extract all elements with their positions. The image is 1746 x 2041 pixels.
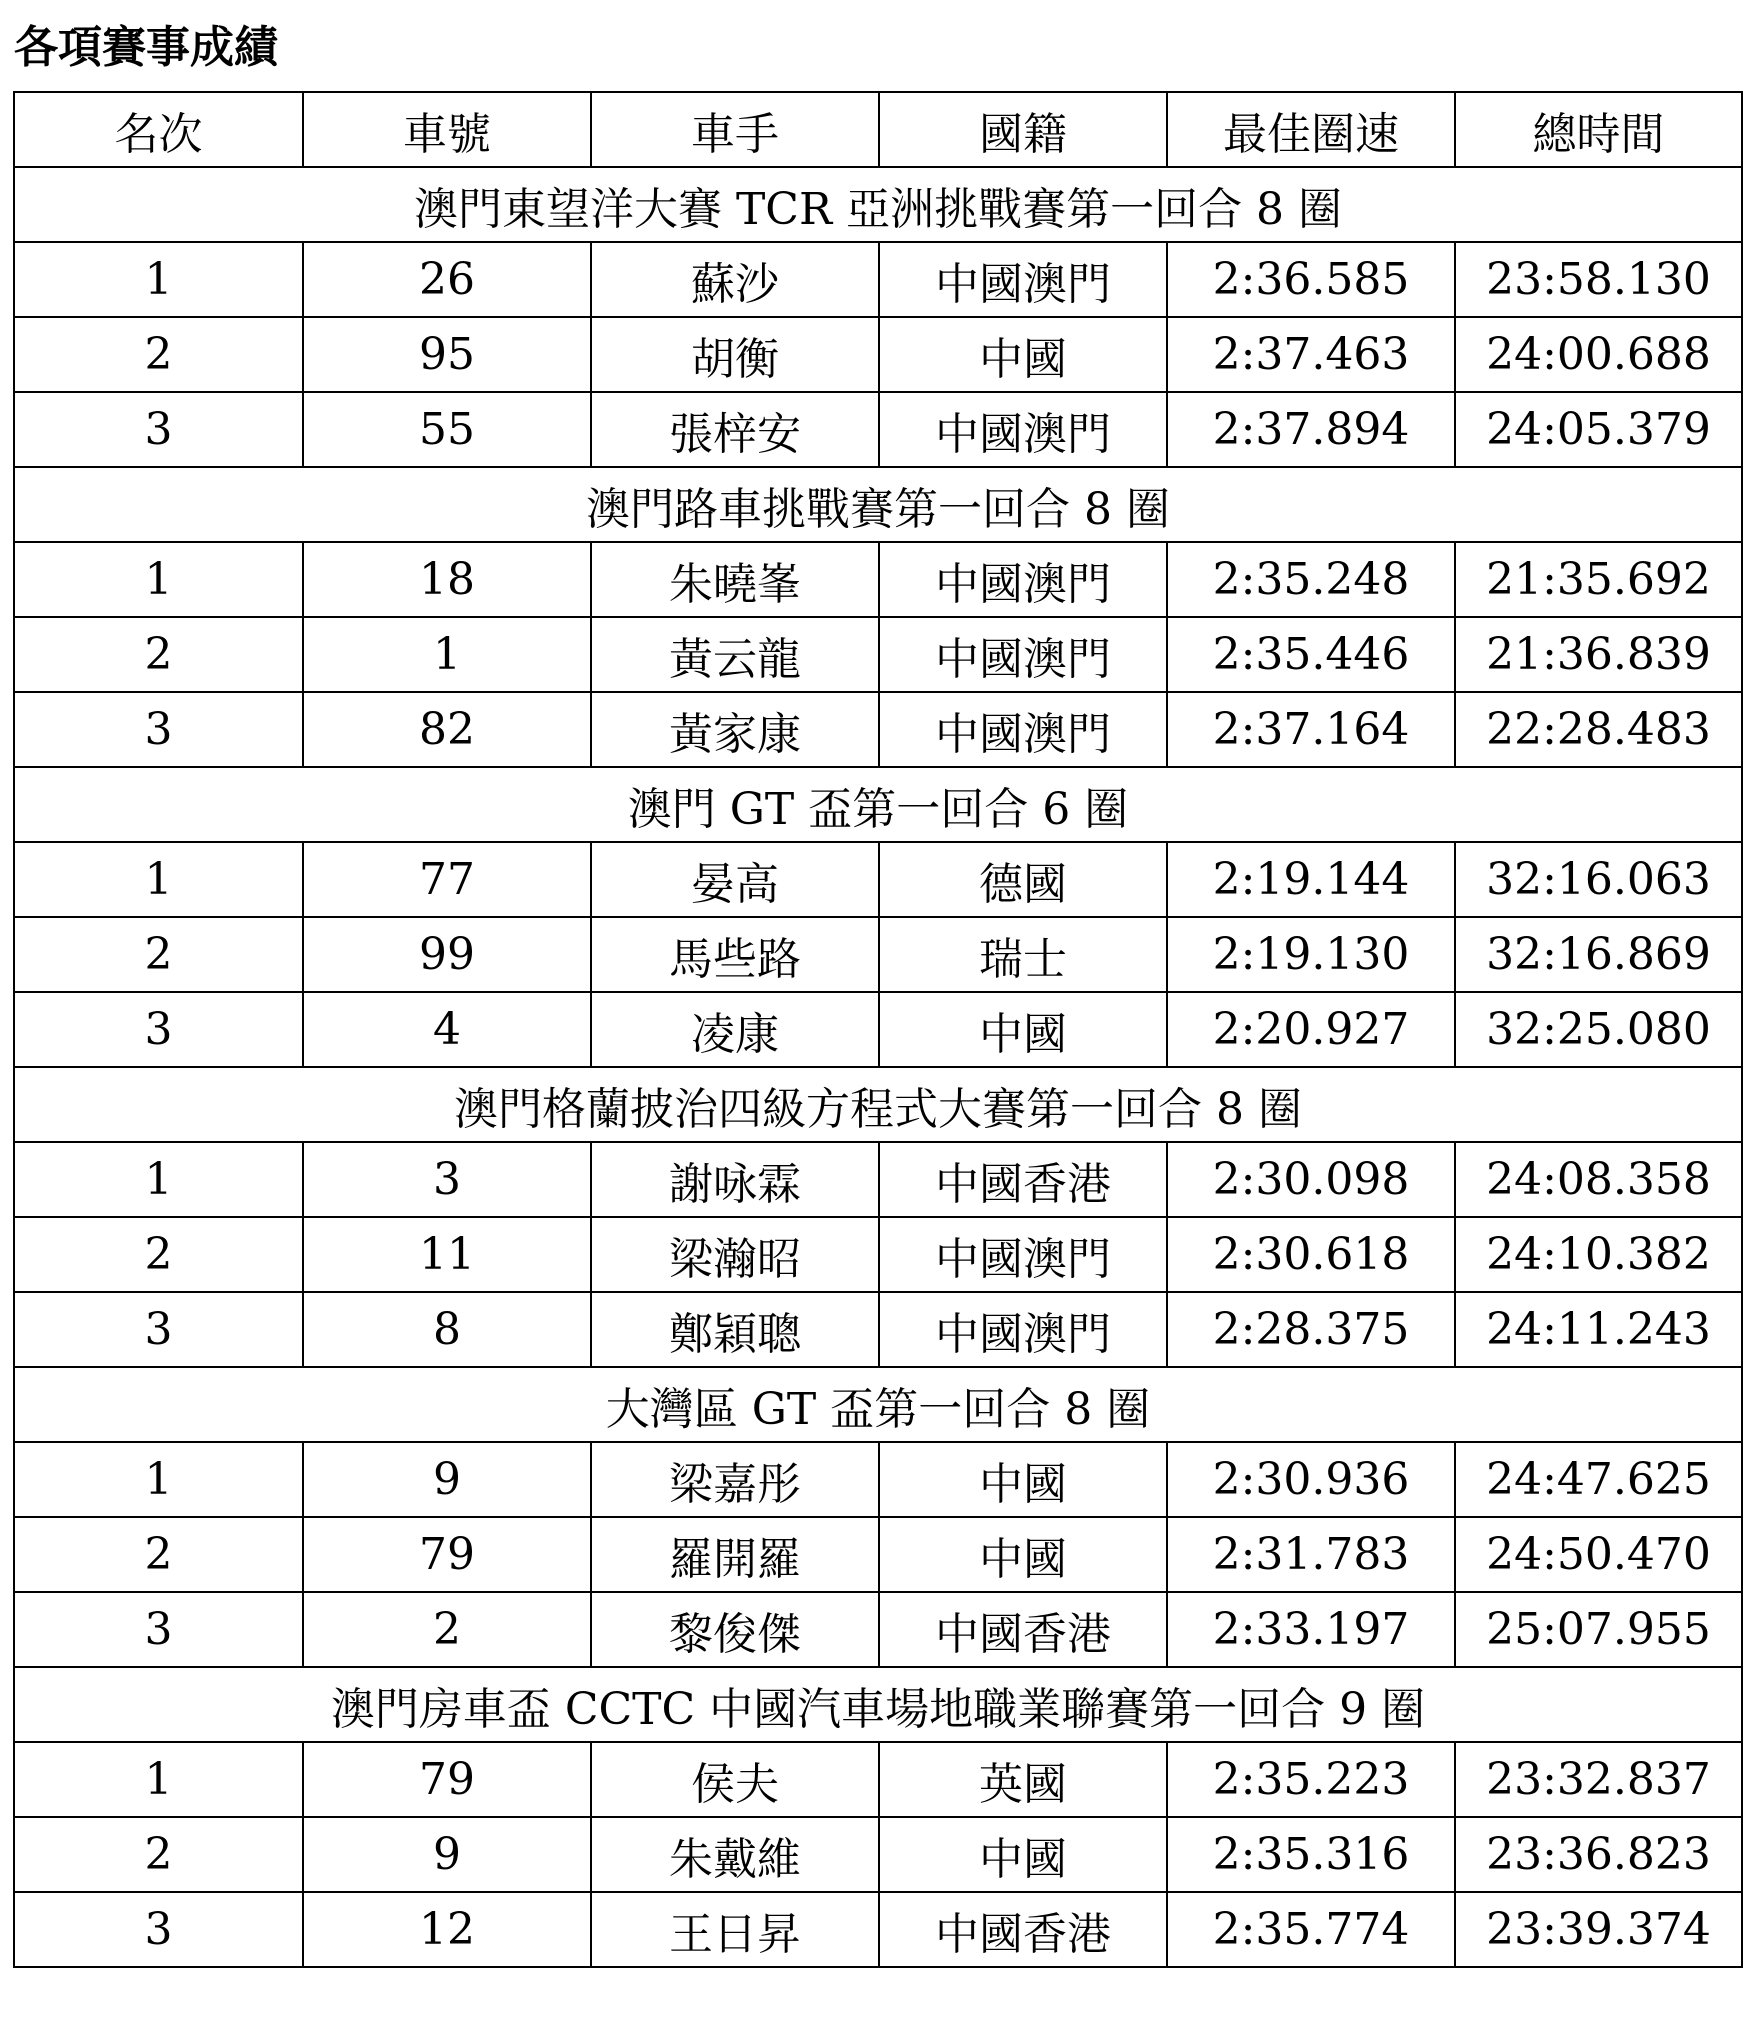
cell-driver: 凌康 <box>591 992 879 1067</box>
cell-nationality: 中國澳門 <box>879 692 1167 767</box>
table-row <box>14 992 1742 1067</box>
cell-total-time: 32:16.869 <box>1455 917 1742 992</box>
table-row <box>14 617 1742 692</box>
cell-total-time: 22:28.483 <box>1455 692 1742 767</box>
cell-car-number: 26 <box>303 242 591 317</box>
cell-best-lap: 2:30.618 <box>1167 1217 1455 1292</box>
cell-car-number: 9 <box>303 1442 591 1517</box>
cell-total-time: 24:10.382 <box>1455 1217 1742 1292</box>
header-total-time: 總時間 <box>1455 92 1742 167</box>
cell-car-number: 1 <box>303 617 591 692</box>
table-row <box>14 692 1742 767</box>
cell-nationality: 中國澳門 <box>879 242 1167 317</box>
cell-nationality: 中國香港 <box>879 1592 1167 1667</box>
table-row <box>14 1292 1742 1367</box>
cell-nationality: 中國 <box>879 1442 1167 1517</box>
cell-best-lap: 2:36.585 <box>1167 242 1455 317</box>
section-row <box>14 767 1742 842</box>
document-title: 各項賽事成績 <box>14 22 278 73</box>
cell-best-lap: 2:35.223 <box>1167 1742 1455 1817</box>
cell-car-number: 9 <box>303 1817 591 1892</box>
header-row <box>14 92 1742 167</box>
cell-driver: 朱戴維 <box>591 1817 879 1892</box>
cell-driver: 蘇沙 <box>591 242 879 317</box>
cell-total-time: 23:32.837 <box>1455 1742 1742 1817</box>
cell-nationality: 中國澳門 <box>879 617 1167 692</box>
cell-total-time: 21:36.839 <box>1455 617 1742 692</box>
cell-car-number: 18 <box>303 542 591 617</box>
cell-rank: 3 <box>14 392 303 467</box>
cell-nationality: 瑞士 <box>879 917 1167 992</box>
table-row <box>14 917 1742 992</box>
cell-nationality: 德國 <box>879 842 1167 917</box>
cell-rank: 2 <box>14 617 303 692</box>
cell-nationality: 中國澳門 <box>879 392 1167 467</box>
cell-car-number: 8 <box>303 1292 591 1367</box>
cell-car-number: 99 <box>303 917 591 992</box>
cell-best-lap: 2:33.197 <box>1167 1592 1455 1667</box>
cell-rank: 3 <box>14 1292 303 1367</box>
cell-total-time: 25:07.955 <box>1455 1592 1742 1667</box>
cell-rank: 1 <box>14 1142 303 1217</box>
cell-car-number: 79 <box>303 1517 591 1592</box>
cell-nationality: 中國 <box>879 992 1167 1067</box>
table-row <box>14 1892 1742 1967</box>
cell-driver: 羅開羅 <box>591 1517 879 1592</box>
cell-best-lap: 2:35.774 <box>1167 1892 1455 1967</box>
cell-driver: 馬些路 <box>591 917 879 992</box>
table-row <box>14 242 1742 317</box>
cell-total-time: 24:05.379 <box>1455 392 1742 467</box>
cell-driver: 侯夫 <box>591 1742 879 1817</box>
cell-best-lap: 2:35.248 <box>1167 542 1455 617</box>
table-row <box>14 1517 1742 1592</box>
cell-rank: 1 <box>14 1442 303 1517</box>
cell-nationality: 中國 <box>879 317 1167 392</box>
table-row <box>14 392 1742 467</box>
header-nationality: 國籍 <box>879 92 1167 167</box>
table-body <box>14 167 1742 1967</box>
cell-best-lap: 2:28.375 <box>1167 1292 1455 1367</box>
cell-driver: 梁嘉彤 <box>591 1442 879 1517</box>
cell-driver: 王日昇 <box>591 1892 879 1967</box>
cell-best-lap: 2:30.936 <box>1167 1442 1455 1517</box>
cell-car-number: 79 <box>303 1742 591 1817</box>
cell-total-time: 24:08.358 <box>1455 1142 1742 1217</box>
section-title: 澳門東望洋大賽 TCR 亞洲挑戰賽第一回合 8 圈 <box>14 167 1742 242</box>
section-title: 澳門房車盃 CCTC 中國汽車場地職業聯賽第一回合 9 圈 <box>14 1667 1742 1742</box>
cell-rank: 3 <box>14 692 303 767</box>
cell-driver: 謝咏霖 <box>591 1142 879 1217</box>
section-title: 大灣區 GT 盃第一回合 8 圈 <box>14 1367 1742 1442</box>
cell-driver: 胡衡 <box>591 317 879 392</box>
section-row <box>14 1667 1742 1742</box>
cell-car-number: 3 <box>303 1142 591 1217</box>
cell-driver: 黎俊傑 <box>591 1592 879 1667</box>
section-row <box>14 1367 1742 1442</box>
cell-rank: 2 <box>14 1517 303 1592</box>
table-header <box>14 92 1742 167</box>
cell-nationality: 中國澳門 <box>879 1292 1167 1367</box>
cell-rank: 1 <box>14 842 303 917</box>
table-row <box>14 317 1742 392</box>
cell-nationality: 中國 <box>879 1517 1167 1592</box>
cell-rank: 1 <box>14 242 303 317</box>
cell-total-time: 24:11.243 <box>1455 1292 1742 1367</box>
cell-car-number: 4 <box>303 992 591 1067</box>
cell-best-lap: 2:37.463 <box>1167 317 1455 392</box>
section-title: 澳門路車挑戰賽第一回合 8 圈 <box>14 467 1742 542</box>
cell-nationality: 中國澳門 <box>879 1217 1167 1292</box>
section-row <box>14 467 1742 542</box>
race-results-table <box>13 91 1743 1968</box>
cell-rank: 2 <box>14 1217 303 1292</box>
cell-driver: 黃云龍 <box>591 617 879 692</box>
table-row <box>14 1442 1742 1517</box>
cell-car-number: 82 <box>303 692 591 767</box>
cell-rank: 2 <box>14 1817 303 1892</box>
header-car-number: 車號 <box>303 92 591 167</box>
cell-car-number: 95 <box>303 317 591 392</box>
cell-best-lap: 2:35.316 <box>1167 1817 1455 1892</box>
cell-best-lap: 2:19.144 <box>1167 842 1455 917</box>
header-rank: 名次 <box>14 92 303 167</box>
cell-nationality: 中國香港 <box>879 1892 1167 1967</box>
cell-car-number: 77 <box>303 842 591 917</box>
header-driver: 車手 <box>591 92 879 167</box>
table-row <box>14 1742 1742 1817</box>
cell-car-number: 12 <box>303 1892 591 1967</box>
cell-rank: 2 <box>14 917 303 992</box>
cell-total-time: 24:47.625 <box>1455 1442 1742 1517</box>
section-row <box>14 167 1742 242</box>
cell-best-lap: 2:30.098 <box>1167 1142 1455 1217</box>
cell-driver: 梁瀚昭 <box>591 1217 879 1292</box>
cell-nationality: 中國 <box>879 1817 1167 1892</box>
table-row <box>14 1217 1742 1292</box>
cell-driver: 朱曉峯 <box>591 542 879 617</box>
table-row <box>14 542 1742 617</box>
cell-driver: 晏高 <box>591 842 879 917</box>
cell-nationality: 中國澳門 <box>879 542 1167 617</box>
cell-total-time: 23:39.374 <box>1455 1892 1742 1967</box>
cell-total-time: 23:58.130 <box>1455 242 1742 317</box>
cell-driver: 鄭穎聰 <box>591 1292 879 1367</box>
cell-total-time: 32:16.063 <box>1455 842 1742 917</box>
table-row <box>14 1592 1742 1667</box>
cell-rank: 3 <box>14 1592 303 1667</box>
cell-total-time: 21:35.692 <box>1455 542 1742 617</box>
section-title: 澳門格蘭披治四級方程式大賽第一回合 8 圈 <box>14 1067 1742 1142</box>
cell-total-time: 23:36.823 <box>1455 1817 1742 1892</box>
cell-best-lap: 2:20.927 <box>1167 992 1455 1067</box>
cell-total-time: 24:00.688 <box>1455 317 1742 392</box>
cell-best-lap: 2:19.130 <box>1167 917 1455 992</box>
cell-best-lap: 2:31.783 <box>1167 1517 1455 1592</box>
section-title: 澳門 GT 盃第一回合 6 圈 <box>14 767 1742 842</box>
cell-best-lap: 2:35.446 <box>1167 617 1455 692</box>
cell-car-number: 55 <box>303 392 591 467</box>
cell-rank: 2 <box>14 317 303 392</box>
cell-rank: 3 <box>14 992 303 1067</box>
cell-best-lap: 2:37.894 <box>1167 392 1455 467</box>
table-row <box>14 1142 1742 1217</box>
cell-driver: 黃家康 <box>591 692 879 767</box>
section-row <box>14 1067 1742 1142</box>
header-best-lap: 最佳圈速 <box>1167 92 1455 167</box>
cell-nationality: 中國香港 <box>879 1142 1167 1217</box>
cell-rank: 1 <box>14 1742 303 1817</box>
cell-total-time: 32:25.080 <box>1455 992 1742 1067</box>
cell-nationality: 英國 <box>879 1742 1167 1817</box>
cell-rank: 1 <box>14 542 303 617</box>
cell-rank: 3 <box>14 1892 303 1967</box>
cell-driver: 張梓安 <box>591 392 879 467</box>
cell-car-number: 2 <box>303 1592 591 1667</box>
cell-best-lap: 2:37.164 <box>1167 692 1455 767</box>
cell-total-time: 24:50.470 <box>1455 1517 1742 1592</box>
table-row <box>14 1817 1742 1892</box>
table-row <box>14 842 1742 917</box>
cell-car-number: 11 <box>303 1217 591 1292</box>
